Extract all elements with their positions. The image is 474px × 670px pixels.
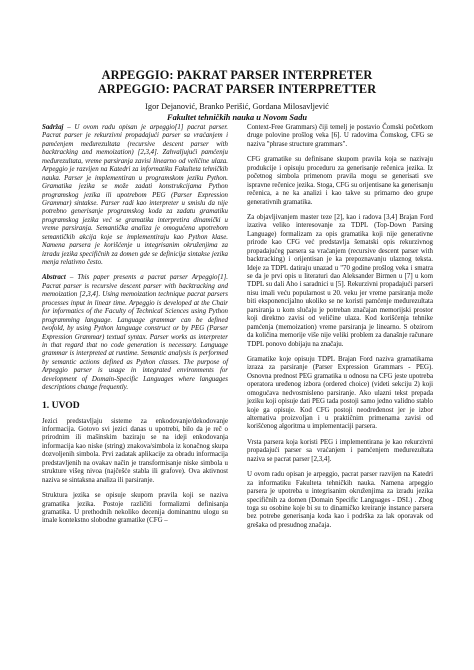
affiliation: Fakultet tehničkih nauka u Novom Sadu (167, 113, 307, 122)
abstract-english-label: Abstract (42, 274, 66, 282)
author-block (0, 101, 474, 123)
intro-paragraph-1: Jezici predstavljaju sisteme za enkodovanje/dekodovanje informacija. Gotovo svi jezici danas u upotrebi, bilo da je reč o prirodnim ili mašinskim baziraju se na ideji enkodovanja informacija kao niske (string) znakova/simbola iz konačnog skupa dozvoljenih simbola. Prvi zadatak aplikacije za obradu informacija predstavljenih na ovakav način je transformisanje niske simbola u strukture višeg nivoa (najčešće stabla ili grafove). Ova aktivnost naziva se sintaksna analiza ili parsiranje. (42, 417, 228, 484)
body-paragraph-2: CFG gramatike su definisane skupom pravila koja se nazivaju produkcije i opisuju proceduru za generisanje rečenica jezika. Iz početnog simbola primenom pravila mogu se generisati sve ispravne rečenice jezika. Stoga, CFG su orijentisane ka generisanju rečenica, a ne ka analizi i kao takve su primarno deo grupe generativnih gramatika. (247, 156, 433, 206)
body-paragraph-4: Gramatike koje opisuju TDPL Brajan Ford naziva gramatikama izraza za parsiranje (Parser Expression Grammars - PEG). Osnovna prednost PEG gramatika u odnosu na CFG jeste upotreba operatora uređenog izbora (ordered choice) (videti sekciju 2) koji omogućava nedvosmisleno parsiranje. Ako ulazni tekst prepada jeziku koji opisuje dati PEG tada postoji samo jedno validno stablo koje ga opisuje. Kod CFG postoji neodređenost jer je izbor alternativa proizvoljan i u praktičnim primenama zavisi od korišćenog algoritma u implementaciji parsera. (247, 355, 433, 431)
body-paragraph-3: Za objavljivanjem master teze [2], kao i radova [3,4] Brajan Ford izaziva veliko interesovanje za TDPL (Top-Down Parsing Language) formalizam za opis gramatika koji nije generativne prirode kao CFG već predstavlja šematski opis rekurzivnog propadajućeg parsera sa vraćanjem (recursive descent parser with backtracking) i orijentisan je ka prepoznavanju ulaznog teksta. Ideje za TDPL datiraju unazad u "70 godine prošlog veka i smatra se da je prvi opis u literaturi dao Aleksander Birmen u [7] u kom TDPL su dali Aho i saradnici u [5]. Rekurzivni propadajući parseri nisu imali veću popularnost u 20. veku jer vreme parsiranja može biti eksponencijalno ukoliko se ne koristi pamćenje međurezultata parsiranja u kom slučaju je potreban značajan memorijski prostor koji direktno zavisi od veličine ulaza. Kod korišćenja tehnike pamćenja (memoization) vreme parsiranja je linearno. S obzirom da količina memorije više nije veliki problem za današnje računare TDPL ponovo dobijaju na značaju. (247, 213, 433, 348)
left-column (42, 124, 228, 533)
abstract-serbian (42, 124, 228, 267)
body-paragraph-1: Context-Free Grammars) čiji temelj je postavio Čomski početkom druge polovine prošlog veka [6]. U radovima Čomskog, CFG se naziva "phrase structure grammars". (247, 124, 433, 148)
abstract-serbian-label: Sadržaj (42, 124, 64, 131)
body-paragraph-6: U ovom radu opisan je arpeggio, pacrat parser razvijen na Katedri za informatiku Fakulteta tehničkih nauka. Namena arpeggio parsera je upotreba u integrisanim okruženjima za izradu jezika specifičnih za domen (Domain Specific Languages - DSL) . Zbog toga su osobine koje bi su to dinamičko kreiranje instance parsera bez potrebe generisanja koda kao i podrška za lak oporavak od grešaka od presudnog značaja. (247, 471, 433, 529)
abstract-english (42, 274, 228, 392)
abstract-serbian-text: – U ovom radu opisan je arpeggio[1] pacrat parser. Pacrat parser je rekurzivni propadajući parser sa vraćanjem i pamćenjem međurezultata (recursive descent parser with backtracking and memoization) [2,3,4]. Zahvaljujući pamćenju međurezultata, vreme parsiranja zavisi linearno od veličine ulaza. Arpeggio je razvijen na Katedri za informatiku Fakulteta tehničkih nauka. Parser je implementiran u programskom jeziku Python. Gramatika jezika se može zadati konstrukcijama Python programskog jezika ili upotrebom PEG (Parser Expression Grammar) sintakse. Parser radi kao interpreter u smislu da nije potrebno generisanje programskog koda za zadatu gramatiku programskog jezika već se gramatika interpretira dinamički u vreme parsiranja. Semantička analiza je omogućena upotrebom semantičkih akcija koje se implementiraju kao Python klase. Namena parsera je korišćenje u integrisanim okruženjima za izradu jezika specifičnih za domen gde se definicija sintakse jezika menja relativno često. (42, 124, 228, 266)
right-column (247, 124, 433, 537)
intro-paragraph-2: Struktura jezika se opisuje skupom pravila koji se naziva gramatika jezika. Postoje različiti formalizmi definisanja gramatika. U prethodnih nekoliko decenija dominantnu ulogu su imale kontekstno slobodne gramatike (CFG – (42, 492, 228, 525)
body-paragraph-5: Vrsta parsera koja koristi PEG i implementirana je kao rekurzivni propadajući parser sa vraćanjem i pamćenjem međurezultata naziva se pacrat parser [2,3,4]. (247, 438, 433, 463)
title-english: ARPEGGIO: PACRAT PARSER INTERPRETTER (97, 82, 377, 96)
author-names: Igor Dejanović, Branko Perišić, Gordana Milosavljević (145, 102, 329, 111)
paper-title (0, 68, 474, 96)
abstract-english-text: – This paper presents a pacrat parser Arpeggio[1]. Pacrat parser is recursive descent parser with backtracking and memoization [2,3,4]. Using memoization technique pacrat parsers processes input in linear time. Arpeggio is developed at the Chair for informatics of the Faculty of Technical Sciences using Python programming language. Language grammar can be defined twofold, by using Python language construct or by PEG (Parser Expression Grammar) textual syntax. Parser works as interpreter in that regard that no code generation is necessary. Language grammar is interpreted at runtime. Semantic analysis is performed by semantic actions defined as Python classes. The purpose of Arpeggio parser is usage in integrated environments for development of Domain-Specific Languages where languages descriptions change frequently. (42, 274, 228, 392)
section-heading-intro: 1. UVOD (42, 399, 80, 411)
title-serbian: ARPEGGIO: PAKRAT PARSER INTERPRETER (101, 68, 373, 82)
